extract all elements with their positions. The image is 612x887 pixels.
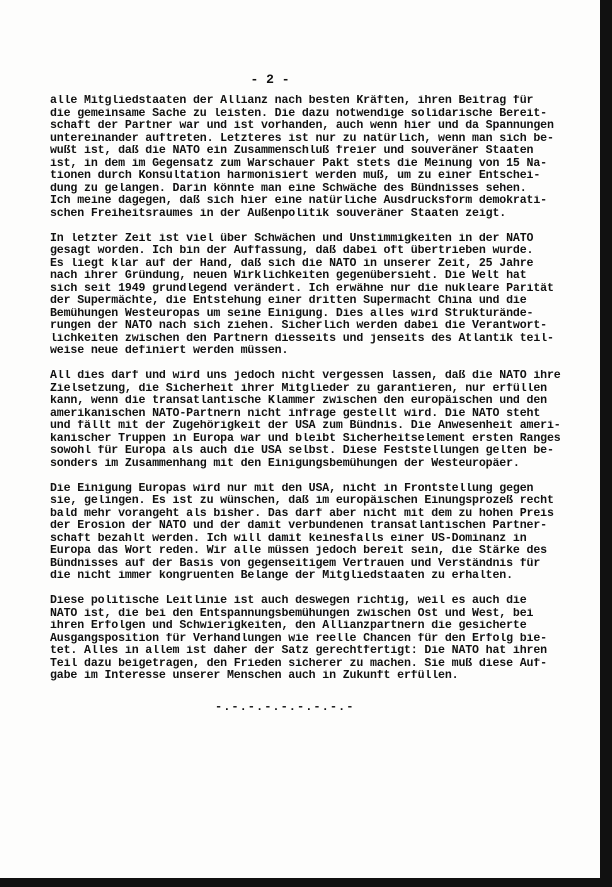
text-line: In letzter Zeit ist viel über Schwächen und Unstimmigkeiten in der NATO xyxy=(50,232,534,245)
text-line: Europa das Wort reden. Wir alle müssen jedoch bereit sein, die Stärke des xyxy=(50,545,547,557)
paragraph-1 xyxy=(50,95,590,220)
text-line: Es liegt klar auf der Hand, daß sich die NATO in unserer Zeit, 25 Jahre xyxy=(50,257,534,270)
text-line: der Supermächte, die Entstehung einer dritten Supermacht China und die xyxy=(50,295,527,307)
text-line: die gemeinsame Sache zu leisten. Die dazu notwendige solidarische Bereit- xyxy=(50,107,547,120)
text-line: sonders im Zusammenhang mit den Einigungsbemühungen der Westeuropäer. xyxy=(50,457,520,470)
text-line: NATO ist, die bei den Entspannungsbemühungen zwischen Ost und West, bei xyxy=(50,607,534,620)
text-line: Diese politische Leitlinie ist auch deswegen richtig, weil es auch die xyxy=(50,595,527,607)
text-line: tet. Alles in allem ist daher der Satz gerechtfertigt: Die NATO hat ihren xyxy=(50,645,547,657)
text-line: amerikanischen NATO-Partnern nicht infrage gestellt wird. Die NATO steht xyxy=(50,407,541,420)
text-line: ist, in dem im Gegensatz zum Warschauer Pakt stets die Meinung von 15 Na- xyxy=(50,157,547,170)
text-line: Bemühungen Westeuropas um seine Einigung. Dies alles wird Strukturände- xyxy=(50,307,534,320)
end-of-document-mark: -.-.-.-.-.-.-.-.- xyxy=(215,700,355,714)
text-line: wußt ist, daß die NATO ein Zusammenschluß freier und souveräner Staaten xyxy=(50,145,534,157)
document-body xyxy=(50,95,590,695)
text-line: gabe im Interesse unserer Menschen auch in Zukunft erfüllen. xyxy=(50,670,459,682)
text-line: Teil dazu beigetragen, den Frieden sicherer zu machen. Sie muß diese Auf- xyxy=(50,657,547,670)
text-line: schen Freiheitsraumes in der Außenpolitik souveräner Staaten zeigt. xyxy=(50,207,507,220)
text-line: und fällt mit der Zugehörigkeit der USA zum Bündnis. Die Anwesenheit ameri- xyxy=(50,420,561,432)
text-line: kann, wenn die transatlantische Klammer zwischen den europäischen und den xyxy=(50,395,547,407)
text-line: die nicht immer kongruenten Belange der Mitgliedstaaten zu erhalten. xyxy=(50,570,513,582)
text-line: Die Einigung Europas wird nur mit den USA, nicht in Frontstellung gegen xyxy=(50,482,534,495)
text-line: der Erosion der NATO und der damit verbundenen transatlantischen Partner- xyxy=(50,520,547,532)
text-line: rungen der NATO nach sich ziehen. Sicherlich werden dabei die Verantwort- xyxy=(50,320,547,332)
text-line: schaft der Partner war und ist vorhanden, auch wenn hier und da Spannungen xyxy=(50,120,554,132)
text-line: gesagt worden. Ich bin der Auffassung, daß dabei oft übertrieben wurde. xyxy=(50,245,534,257)
text-line: Bündnisses auf der Basis von gegenseitigem Vertrauen und Verständnis für xyxy=(50,557,541,570)
paragraph-5 xyxy=(50,595,590,683)
page-number: - 2 - xyxy=(250,72,290,87)
text-line: All dies darf und wird uns jedoch nicht vergessen lassen, daß die NATO ihre xyxy=(50,370,561,382)
text-line: kanischer Truppen in Europa war und bleibt Sicherheitselement ersten Ranges xyxy=(50,432,561,445)
paragraph-2 xyxy=(50,233,590,358)
text-line: lichkeiten zwischen den Partnern diesseits und jenseits des Atlantik teil- xyxy=(50,332,554,345)
text-line: sowohl für Europa als auch die USA selbst. Diese Feststellungen gelten be- xyxy=(50,445,554,457)
text-line: dung zu gelangen. Darin könnte man eine Schwäche des Bündnisses sehen. xyxy=(50,182,527,195)
text-line: nach ihrer Gründung, neuen Wirklichkeiten gegenübersieht. Die Welt hat xyxy=(50,270,527,282)
text-line: Ausgangsposition für Verhandlungen wie reelle Chancen für den Erfolg bie- xyxy=(50,632,547,645)
scan-border-bottom xyxy=(0,878,612,887)
text-line: alle Mitgliedstaaten der Allianz nach besten Kräften, ihren Beitrag für xyxy=(50,95,534,107)
text-line: sie, gelingen. Es ist zu wünschen, daß im europäischen Einungsprozeß recht xyxy=(50,495,554,507)
text-line: bald mehr vorangeht als bisher. Das darf aber nicht mit dem zu hohen Preis xyxy=(50,507,554,520)
paragraph-3 xyxy=(50,370,590,470)
text-line: schaft bezahlt werden. Ich will damit keinesfalls einer US-Dominanz in xyxy=(50,532,527,545)
text-line: sich seit 1949 grundlegend verändert. Ich erwähne nur die nukleare Parität xyxy=(50,282,554,295)
scan-border-right xyxy=(600,0,612,887)
text-line: untereinander auftreten. Letzteres ist nur zu natürlich, wenn man sich be- xyxy=(50,132,554,145)
paragraph-4 xyxy=(50,483,590,583)
text-line: tionen durch Konsultation harmonisiert werden muß, um zu einer Entschei- xyxy=(50,170,541,182)
text-line: ihren Erfolgen und Schwierigkeiten, den Allianzpartnern die gesicherte xyxy=(50,620,527,632)
text-line: weise neue definiert werden müssen. xyxy=(50,345,289,357)
text-line: Ich meine dagegen, daß sich hier eine natürliche Ausdrucksform demokrati- xyxy=(50,195,547,207)
text-line: Zielsetzung, die Sicherheit ihrer Mitglieder zu garantieren, nur erfüllen xyxy=(50,382,547,395)
